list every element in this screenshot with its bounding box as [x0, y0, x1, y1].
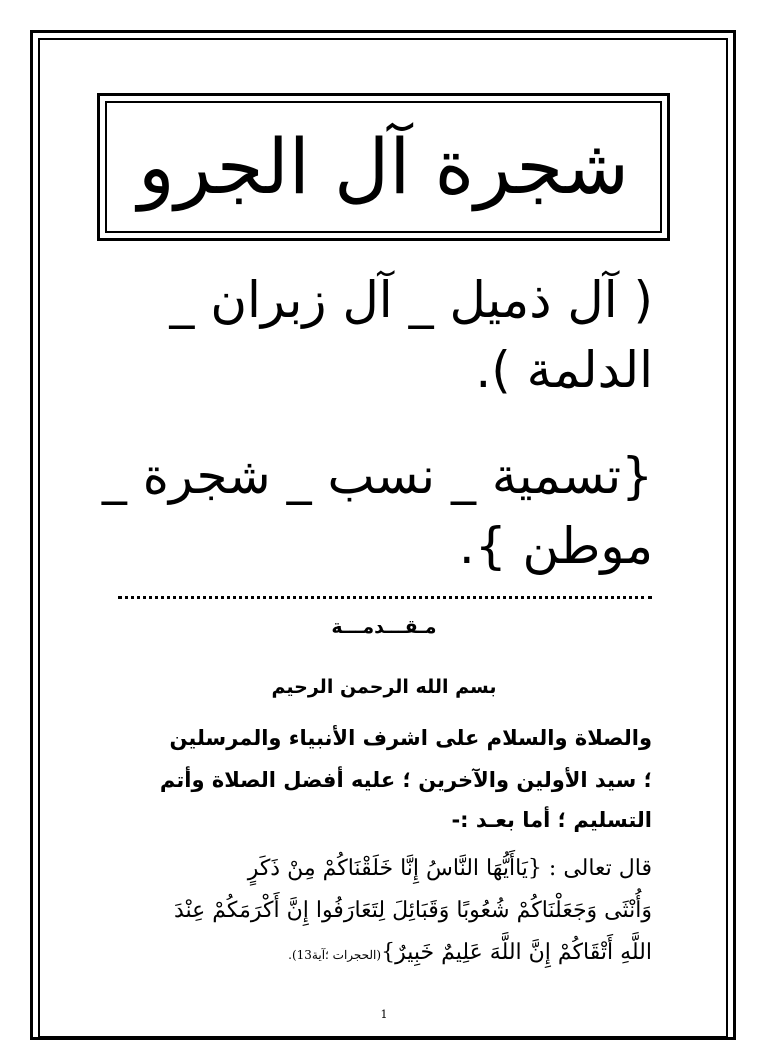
- opening-line-2: ؛ سيد الأولين والآخرين ؛ عليه أفضل الصلاة وأتم: [159, 768, 652, 792]
- page-title: شجرة آل الجرو: [137, 122, 630, 211]
- page-number: 1: [380, 1008, 388, 1021]
- verse-reference: (الحجرات ؛آية13).: [288, 948, 382, 962]
- basmala: بسم الله الرحمن الرحيم: [271, 676, 497, 698]
- subtitle-line-4: موطن }.: [458, 517, 653, 575]
- opening-line-1: والصلاة والسلام على اشرف الأنبياء والمرسلين: [169, 726, 652, 750]
- verse-line-3: [100, 940, 652, 965]
- opening-line-3: التسليم ؛ أما بعـد :-: [451, 808, 652, 832]
- title-frame: [97, 93, 670, 241]
- subtitle-line-2: الدلمة ).: [475, 341, 653, 399]
- subtitle-line-3: {تسمية _ نسب _ شجرة _: [101, 447, 653, 505]
- verse-line-3-text: اللَّهِ أَتْقَاكُمْ إِنَّ اللَّهَ عَلِيمٌ خَبِيرٌ}: [381, 940, 652, 965]
- intro-heading: مـقـــدمـــة: [331, 616, 437, 638]
- title-frame-inner: [105, 101, 662, 233]
- subtitle-line-1: ( آل ذميل _ آل زبران _: [169, 271, 653, 329]
- verse-line-2: وَأُنْثَى وَجَعَلْنَاكُمْ شُعُوبًا وَقَبَائِلَ لِتَعَارَفُوا إِنَّ أَكْرَمَكُمْ عِنْدَ: [173, 898, 652, 923]
- dotted-divider: [118, 596, 652, 599]
- verse-line-1: قال تعالى : {يَاأَيُّهَا النَّاسُ إِنَّا خَلَقْنَاكُمْ مِنْ ذَكَرٍ: [247, 856, 652, 881]
